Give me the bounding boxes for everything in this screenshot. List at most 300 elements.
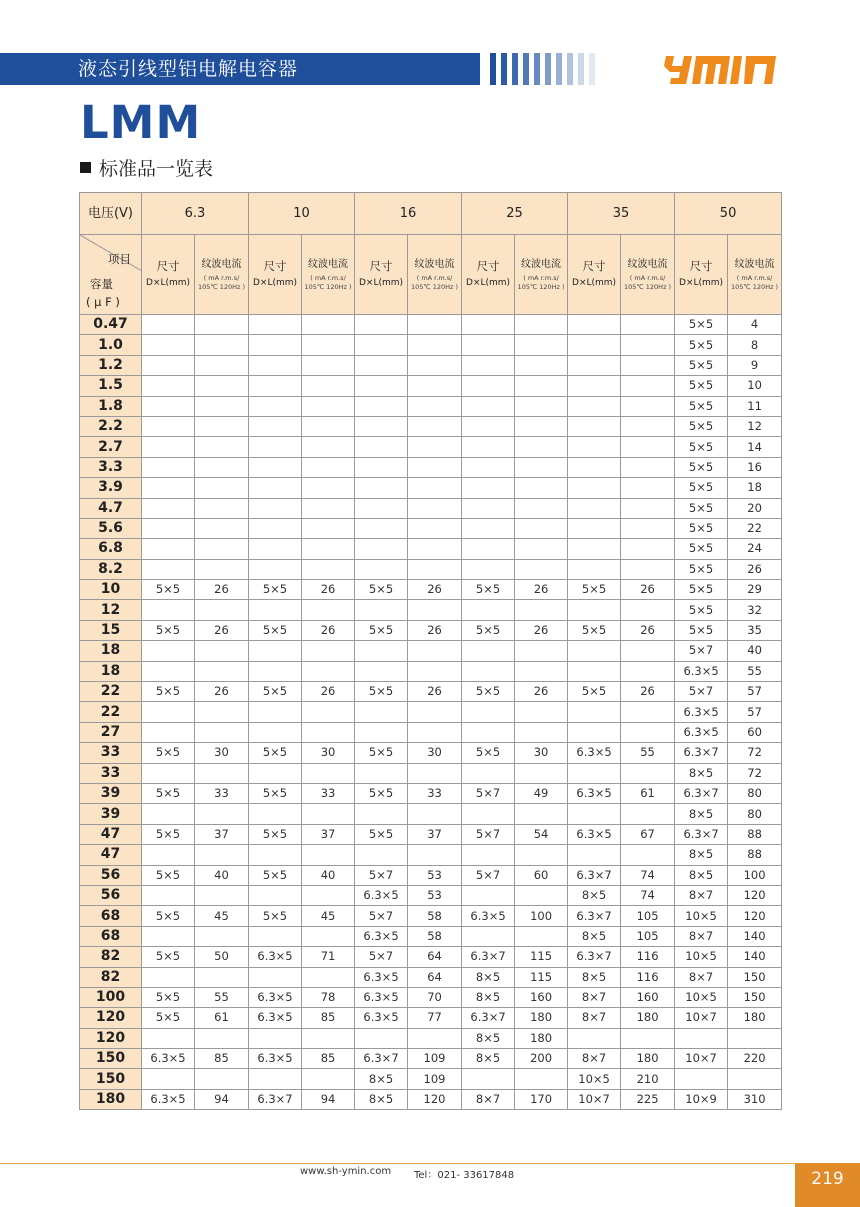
ripple-cell: 150 [728, 987, 782, 1007]
ripple-header-title: 纹波电流 [414, 258, 455, 270]
size-cell [568, 315, 621, 335]
ripple-cell [302, 885, 355, 905]
ripple-cell [302, 763, 355, 783]
size-cell [568, 702, 621, 722]
ripple-cell: 24 [728, 539, 782, 559]
ripple-cell: 85 [302, 1008, 355, 1028]
size-cell: 8×5 [675, 845, 728, 865]
size-cell [249, 335, 302, 355]
size-cell: 8×5 [355, 1089, 408, 1109]
ripple-cell [621, 376, 675, 396]
ripple-cell [408, 315, 462, 335]
size-cell [355, 437, 408, 457]
ripple-cell: 64 [408, 947, 462, 967]
size-header-title: 尺寸 [476, 258, 500, 273]
ripple-cell: 55 [728, 661, 782, 681]
ripple-cell [195, 845, 249, 865]
capacitance-cell: 33 [80, 743, 142, 763]
capacitance-cell: 68 [80, 926, 142, 946]
ripple-cell [302, 376, 355, 396]
size-cell: 10×5 [675, 906, 728, 926]
size-cell [249, 641, 302, 661]
ripple-cell [195, 498, 249, 518]
size-cell [249, 478, 302, 498]
size-cell [355, 559, 408, 579]
size-cell: 8×5 [462, 1028, 515, 1048]
size-cell [568, 518, 621, 538]
size-cell [355, 804, 408, 824]
size-cell [142, 1069, 195, 1089]
size-cell [568, 641, 621, 661]
size-cell: 8×5 [462, 1049, 515, 1069]
ymin-logo [664, 52, 784, 92]
ripple-cell: 105 [621, 906, 675, 926]
table-row [80, 1069, 782, 1089]
ripple-cell: 160 [621, 987, 675, 1007]
ripple-cell [621, 355, 675, 375]
size-cell [249, 396, 302, 416]
size-cell: 5×5 [675, 416, 728, 436]
capacitance-cell: 22 [80, 682, 142, 702]
size-cell: 5×5 [249, 743, 302, 763]
size-cell [462, 804, 515, 824]
ripple-cell [515, 641, 568, 661]
ripple-cell: 180 [621, 1049, 675, 1069]
ripple-cell: 26 [515, 620, 568, 640]
size-cell [142, 661, 195, 681]
size-cell [142, 1028, 195, 1048]
ripple-cell [302, 335, 355, 355]
size-header-title: 尺寸 [689, 258, 713, 273]
ripple-cell [515, 518, 568, 538]
table-row [80, 845, 782, 865]
table-row [80, 947, 782, 967]
size-cell: 6.3×7 [249, 1089, 302, 1109]
ripple-cell [408, 457, 462, 477]
size-cell: 5×5 [568, 682, 621, 702]
size-cell: 5×5 [675, 580, 728, 600]
size-cell: 6.3×5 [249, 1049, 302, 1069]
ripple-cell [408, 539, 462, 559]
ripple-cell [621, 416, 675, 436]
size-cell: 5×5 [675, 315, 728, 335]
ripple-cell [408, 600, 462, 620]
size-cell [249, 355, 302, 375]
size-cell [355, 763, 408, 783]
size-cell [462, 335, 515, 355]
size-header-title: 尺寸 [156, 258, 180, 273]
size-cell: 5×5 [675, 620, 728, 640]
ripple-cell [515, 498, 568, 518]
ripple-cell [621, 763, 675, 783]
ripple-header-sub: ( mA r.m.s/ 105℃ 120Hz ) [517, 273, 565, 291]
size-cell: 8×7 [675, 967, 728, 987]
size-cell: 6.3×5 [355, 926, 408, 946]
ripple-cell: 70 [408, 987, 462, 1007]
size-cell [249, 457, 302, 477]
section-title: 标准品一览表 [99, 158, 214, 180]
ripple-cell: 80 [728, 783, 782, 803]
ripple-cell [302, 539, 355, 559]
ripple-cell: 40 [195, 865, 249, 885]
size-cell [462, 376, 515, 396]
size-cell [462, 498, 515, 518]
size-cell [568, 722, 621, 742]
table-row [80, 783, 782, 803]
ripple-cell: 49 [515, 783, 568, 803]
ripple-cell [728, 1069, 782, 1089]
ripple-cell: 16 [728, 457, 782, 477]
size-cell: 6.3×5 [249, 1008, 302, 1028]
size-cell: 5×5 [355, 580, 408, 600]
ripple-cell: 85 [302, 1049, 355, 1069]
ripple-cell: 9 [728, 355, 782, 375]
size-cell [675, 1028, 728, 1048]
voltage-header: 16 [355, 193, 462, 235]
size-cell [462, 396, 515, 416]
ripple-cell [515, 885, 568, 905]
size-cell [355, 845, 408, 865]
size-cell: 6.3×5 [675, 661, 728, 681]
size-cell: 5×5 [355, 743, 408, 763]
capacitance-cell: 12 [80, 600, 142, 620]
ripple-cell [515, 478, 568, 498]
size-cell: 5×5 [675, 600, 728, 620]
size-cell: 6.3×5 [355, 967, 408, 987]
table-row [80, 987, 782, 1007]
ripple-cell: 26 [302, 580, 355, 600]
size-cell: 5×5 [142, 824, 195, 844]
size-cell: 5×7 [462, 824, 515, 844]
ripple-cell: 14 [728, 437, 782, 457]
table-row [80, 559, 782, 579]
size-cell: 6.3×5 [675, 722, 728, 742]
ripple-cell [621, 722, 675, 742]
ripple-cell [302, 967, 355, 987]
size-cell: 5×5 [249, 824, 302, 844]
size-cell: 5×7 [675, 682, 728, 702]
ripple-cell: 94 [302, 1089, 355, 1109]
capacitance-cell: 3.3 [80, 457, 142, 477]
ripple-cell [515, 437, 568, 457]
ripple-cell [515, 416, 568, 436]
size-header-sub: D×L(mm) [466, 277, 511, 288]
size-cell [355, 498, 408, 518]
ripple-header-title: 纹波电流 [308, 258, 348, 270]
ripple-cell: 37 [195, 824, 249, 844]
table-row [80, 478, 782, 498]
ripple-cell [302, 416, 355, 436]
size-cell [142, 885, 195, 905]
size-cell [249, 763, 302, 783]
size-cell: 6.3×7 [675, 783, 728, 803]
size-cell: 5×5 [675, 376, 728, 396]
ripple-cell [515, 559, 568, 579]
size-cell: 6.3×7 [355, 1049, 408, 1069]
size-cell [568, 804, 621, 824]
size-cell [568, 437, 621, 457]
size-cell [249, 315, 302, 335]
ripple-header-sub: ( mA r.m.s/ 105℃ 120Hz ) [731, 273, 779, 291]
size-cell [462, 355, 515, 375]
capacitance-cell: 4.7 [80, 498, 142, 518]
size-cell [568, 539, 621, 559]
ripple-cell [195, 437, 249, 457]
ripple-cell [621, 539, 675, 559]
ripple-cell: 22 [728, 518, 782, 538]
ripple-cell: 26 [621, 580, 675, 600]
size-cell: 8×5 [675, 804, 728, 824]
ripple-cell [621, 335, 675, 355]
table-row [80, 824, 782, 844]
size-cell [568, 498, 621, 518]
ripple-header [195, 235, 249, 315]
table-row [80, 620, 782, 640]
size-cell: 5×5 [142, 580, 195, 600]
size-cell [249, 376, 302, 396]
capacitance-cell: 2.2 [80, 416, 142, 436]
size-cell: 6.3×7 [675, 824, 728, 844]
size-cell: 6.3×7 [568, 906, 621, 926]
ripple-header-title: 纹波电流 [627, 258, 668, 270]
size-cell: 5×5 [142, 906, 195, 926]
ripple-cell [408, 355, 462, 375]
table-row [80, 926, 782, 946]
capacitance-cell: 1.0 [80, 335, 142, 355]
ripple-cell [515, 539, 568, 559]
capacitance-cell: 150 [80, 1069, 142, 1089]
ripple-cell [408, 376, 462, 396]
ripple-cell [408, 804, 462, 824]
ripple-cell [408, 518, 462, 538]
capacitance-cell: 5.6 [80, 518, 142, 538]
size-header [249, 235, 302, 315]
capacitance-cell: 18 [80, 641, 142, 661]
ripple-cell [408, 396, 462, 416]
table-row [80, 498, 782, 518]
ripple-cell [621, 559, 675, 579]
voltage-header: 25 [462, 193, 568, 235]
size-cell: 10×7 [675, 1008, 728, 1028]
ripple-cell: 109 [408, 1069, 462, 1089]
ripple-cell: 37 [302, 824, 355, 844]
size-cell [249, 885, 302, 905]
table-row [80, 416, 782, 436]
size-cell: 5×5 [568, 620, 621, 640]
size-cell: 5×5 [142, 987, 195, 1007]
ripple-cell: 200 [515, 1049, 568, 1069]
ripple-cell: 33 [408, 783, 462, 803]
size-cell: 5×5 [142, 743, 195, 763]
size-cell [568, 355, 621, 375]
table-row [80, 518, 782, 538]
ripple-cell [515, 926, 568, 946]
size-cell [249, 702, 302, 722]
table-row [80, 763, 782, 783]
size-cell [355, 539, 408, 559]
size-cell: 5×5 [675, 518, 728, 538]
size-cell [462, 702, 515, 722]
ripple-cell: 53 [408, 885, 462, 905]
size-cell [462, 478, 515, 498]
ripple-cell: 37 [408, 824, 462, 844]
size-cell [142, 539, 195, 559]
ripple-cell [621, 641, 675, 661]
capacitance-cell: 47 [80, 845, 142, 865]
ripple-cell: 26 [302, 620, 355, 640]
footer-divider [0, 1163, 795, 1164]
ripple-header-sub: ( mA r.m.s/ 105℃ 120Hz ) [197, 273, 246, 291]
ripple-cell [515, 804, 568, 824]
size-cell [568, 478, 621, 498]
size-cell: 6.3×5 [142, 1089, 195, 1109]
ripple-cell [195, 457, 249, 477]
ripple-cell [408, 559, 462, 579]
ripple-cell [195, 722, 249, 742]
table-row [80, 437, 782, 457]
ripple-cell [515, 335, 568, 355]
table-row [80, 355, 782, 375]
size-cell: 8×5 [568, 885, 621, 905]
size-cell: 10×9 [675, 1089, 728, 1109]
ripple-cell [515, 702, 568, 722]
ripple-cell: 26 [408, 682, 462, 702]
size-cell [142, 315, 195, 335]
size-cell [568, 335, 621, 355]
ripple-cell [302, 722, 355, 742]
size-cell: 5×5 [355, 620, 408, 640]
ripple-cell: 180 [515, 1028, 568, 1048]
ripple-cell [195, 1028, 249, 1048]
size-cell [355, 661, 408, 681]
size-cell: 6.3×5 [355, 1008, 408, 1028]
size-cell [462, 722, 515, 742]
capacitance-cell: 56 [80, 865, 142, 885]
size-header [355, 235, 408, 315]
size-cell [568, 661, 621, 681]
size-cell: 6.3×5 [249, 987, 302, 1007]
size-cell: 10×7 [675, 1049, 728, 1069]
size-cell: 6.3×7 [675, 743, 728, 763]
ripple-cell [515, 1069, 568, 1089]
ripple-cell: 170 [515, 1089, 568, 1109]
size-cell: 5×5 [355, 824, 408, 844]
table-row [80, 641, 782, 661]
capacitance-cell: 15 [80, 620, 142, 640]
ripple-header-sub: ( mA r.m.s/ 105℃ 120Hz ) [410, 273, 459, 291]
ripple-cell: 30 [408, 743, 462, 763]
size-cell [249, 661, 302, 681]
size-cell: 6.3×5 [462, 906, 515, 926]
ripple-cell: 150 [728, 967, 782, 987]
ripple-cell [302, 355, 355, 375]
ripple-cell: 120 [728, 906, 782, 926]
size-cell: 5×7 [355, 906, 408, 926]
ripple-cell: 120 [728, 885, 782, 905]
ripple-cell [302, 437, 355, 457]
ripple-cell: 32 [728, 600, 782, 620]
corner-capacity-label: 容量 [90, 277, 113, 291]
ripple-cell: 310 [728, 1089, 782, 1109]
table-row [80, 661, 782, 681]
capacitance-cell: 47 [80, 824, 142, 844]
size-cell: 8×5 [568, 967, 621, 987]
size-cell: 5×5 [249, 620, 302, 640]
size-cell: 6.3×7 [568, 865, 621, 885]
ripple-cell: 55 [621, 743, 675, 763]
ripple-cell: 26 [515, 682, 568, 702]
capacitance-cell: 82 [80, 947, 142, 967]
size-cell [142, 355, 195, 375]
size-cell [142, 376, 195, 396]
ripple-cell: 61 [621, 783, 675, 803]
size-cell [462, 457, 515, 477]
ripple-cell [302, 600, 355, 620]
size-cell [355, 478, 408, 498]
ripple-cell: 61 [195, 1008, 249, 1028]
ripple-cell [515, 845, 568, 865]
ripple-cell: 109 [408, 1049, 462, 1069]
size-cell: 5×5 [249, 865, 302, 885]
ripple-cell: 78 [302, 987, 355, 1007]
ripple-cell: 26 [408, 620, 462, 640]
ripple-cell: 210 [621, 1069, 675, 1089]
ripple-cell: 18 [728, 478, 782, 498]
ripple-cell [621, 600, 675, 620]
ripple-cell: 225 [621, 1089, 675, 1109]
size-cell: 5×5 [462, 620, 515, 640]
size-cell [355, 335, 408, 355]
footer-tel: Tel：021- 33617848 [414, 1170, 515, 1181]
size-cell: 5×5 [675, 498, 728, 518]
ripple-header-sub: ( mA r.m.s/ 105℃ 120Hz ) [304, 273, 352, 291]
capacitance-cell: 180 [80, 1089, 142, 1109]
size-cell: 5×5 [675, 478, 728, 498]
ripple-cell: 58 [408, 926, 462, 946]
ripple-cell [621, 478, 675, 498]
size-cell: 6.3×7 [462, 1008, 515, 1028]
ripple-cell: 40 [302, 865, 355, 885]
size-cell [142, 437, 195, 457]
ripple-cell: 26 [302, 682, 355, 702]
size-header [462, 235, 515, 315]
ripple-cell: 74 [621, 865, 675, 885]
ripple-cell: 29 [728, 580, 782, 600]
size-cell: 6.3×7 [568, 947, 621, 967]
voltage-header: 10 [249, 193, 355, 235]
table-row [80, 396, 782, 416]
ripple-cell [408, 763, 462, 783]
size-cell [355, 722, 408, 742]
ripple-cell: 26 [515, 580, 568, 600]
size-cell [142, 804, 195, 824]
ripple-cell [302, 702, 355, 722]
ripple-header [621, 235, 675, 315]
size-cell: 5×7 [355, 865, 408, 885]
size-header-title: 尺寸 [369, 258, 393, 273]
ripple-cell [195, 315, 249, 335]
size-cell [462, 926, 515, 946]
ripple-cell [408, 641, 462, 661]
page-number: 219 [811, 1169, 844, 1189]
capacitance-cell: 68 [80, 906, 142, 926]
ripple-cell: 116 [621, 947, 675, 967]
ripple-cell [408, 498, 462, 518]
ripple-cell [515, 763, 568, 783]
size-cell [355, 355, 408, 375]
ripple-cell: 77 [408, 1008, 462, 1028]
ripple-cell: 26 [195, 580, 249, 600]
